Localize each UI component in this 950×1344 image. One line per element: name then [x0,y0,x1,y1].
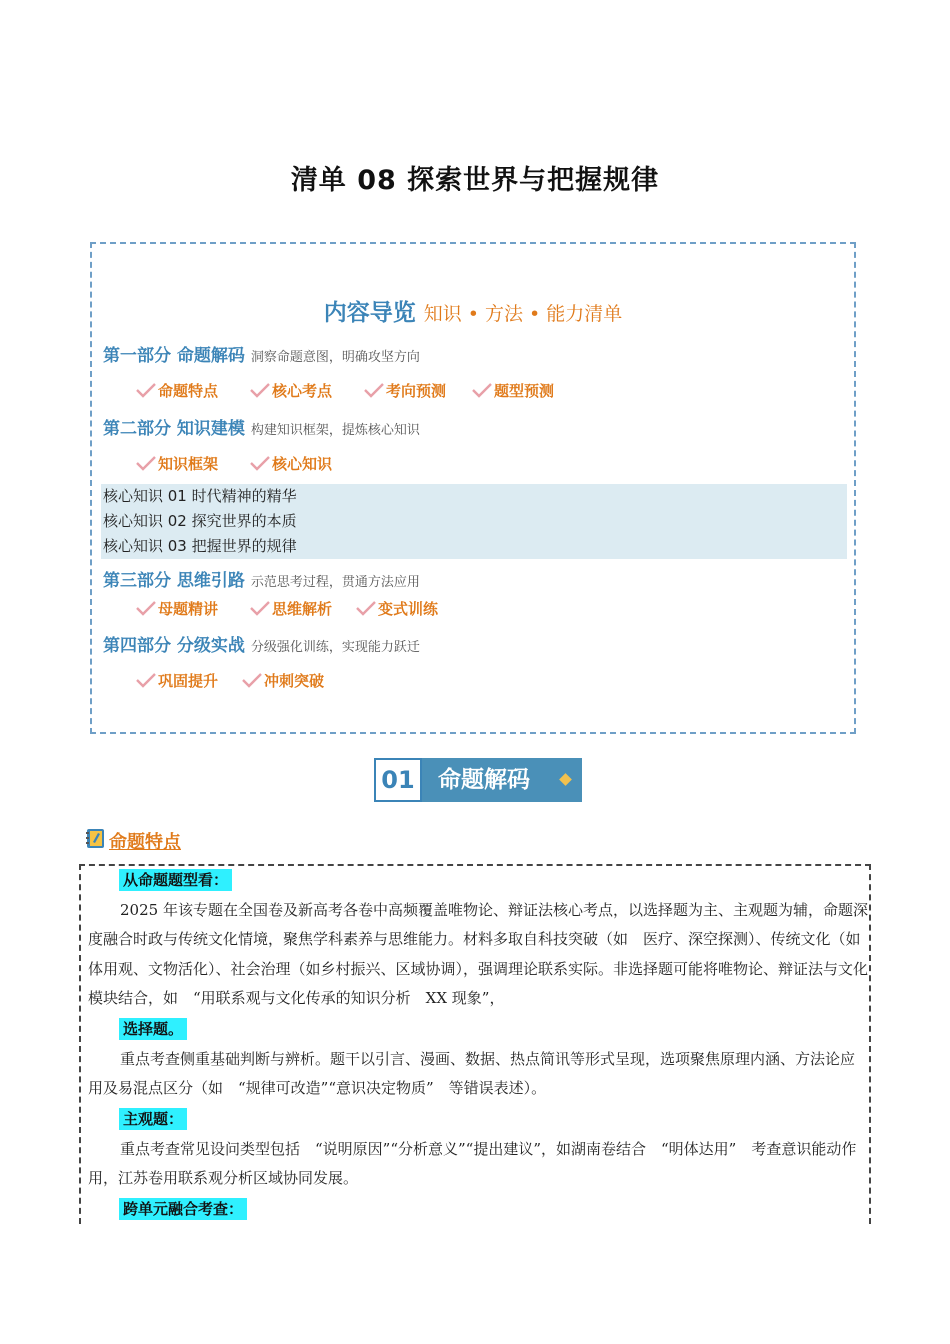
check-icon [364,382,384,398]
check-icon [356,600,376,616]
guide-heading-sub: 知识 • 方法 • 能力清单 [423,303,623,325]
check-icon [250,382,270,398]
part-3-title: 第三部分 思维引路 [103,571,245,591]
check-icon [136,672,156,688]
guide-item[interactable]: 题型预测 [472,380,554,401]
part-4-title: 第四部分 分级实战 [103,636,245,656]
guide-item[interactable]: 命题特点 [136,380,218,401]
part-4-desc: 分级强化训练，实现能力跃迁 [250,640,420,655]
content-paragraph-2: 重点考查侧重基础判断与辨析。题干以引言、漫画、数据、热点简讯等形式呈现，选项聚焦原理内涵、方法论应用及易混点区分（如 “规律可改造”“意识决定物质” 等错误表述）。 [88,1050,856,1098]
content-paragraph-3: 重点考查常见设问类型包括 “说明原因”“分析意义”“提出建议”，如湖南卷结合 “明体达用” 考查意识能动作用，江苏卷用联系观分析区域协同发展。 [88,1140,857,1188]
core-knowledge-item[interactable]: 核心知识 01 时代精神的精华 [103,487,297,505]
check-icon [242,672,262,688]
part-2-items [136,453,364,474]
guide-item[interactable]: 母题精讲 [136,598,218,619]
guide-item[interactable]: 考向预测 [364,380,446,401]
content-box [79,864,871,1224]
content-heading-1: 从命题题型看： [119,869,232,891]
section-badge [374,758,582,802]
guide-item[interactable]: 巩固提升 [136,670,218,691]
check-icon [250,600,270,616]
part-1-row [103,341,420,366]
content-heading-4: 跨单元融合考查： [119,1198,247,1220]
guide-heading [92,294,854,327]
notebook-icon [85,826,107,850]
guide-item[interactable]: 冲刺突破 [242,670,324,691]
check-icon [136,455,156,471]
document-title: 清单 08 探索世界与把握规律 [290,165,660,196]
section-number: 01 [374,758,422,802]
part-3-desc: 示范思考过程，贯通方法应用 [250,575,420,590]
check-icon [136,600,156,616]
content-heading-2: 选择题。 [119,1018,187,1040]
guide-item[interactable]: 变式训练 [356,598,438,619]
part-2-desc: 构建知识框架，提炼核心知识 [250,423,420,438]
guide-heading-main: 内容导览 [323,300,416,326]
part-3-items [136,598,470,619]
part-2-title: 第二部分 知识建模 [103,419,245,439]
guide-item[interactable]: 核心考点 [250,380,332,401]
content-paragraph-1: 2025 年该专题在全国卷及新高考各卷中高频覆盖唯物论、辩证法核心考点，以选择题为主、主观题为辅，命题深度融合时政与传统文化情境，聚焦学科素养与思维能力。材料多取自科技突破（如 医疗、深空探测）、传统文化（如体用观、文物活化）、社会治理（如乡村振兴、区域协调），强调理论联系实际。非选择题可能将唯物论、辩证法与文化模块结合，如 “用联系观与文化传承的知识分析 XX 现象”， [88,901,869,1008]
part-1-desc: 洞察命题意图，明确攻坚方向 [250,350,420,365]
core-knowledge-item[interactable]: 核心知识 02 探究世界的本质 [103,512,297,530]
check-icon [472,382,492,398]
check-icon [136,382,156,398]
part-1-items [136,380,586,401]
content-heading-3: 主观题： [119,1108,187,1130]
core-knowledge-list [101,484,847,559]
check-icon [250,455,270,471]
part-4-items [136,670,356,691]
guide-item[interactable]: 知识框架 [136,453,218,474]
subsection-title: 命题特点 [109,832,181,853]
section-label-text: 命题解码 [438,767,530,793]
guide-item[interactable]: 核心知识 [250,453,332,474]
part-2-row [103,414,420,439]
part-3-row [103,566,420,591]
part-4-row [103,631,420,656]
section-label [422,758,582,802]
core-knowledge-item[interactable]: 核心知识 03 把握世界的规律 [103,537,297,555]
content-guide-box [90,242,856,734]
part-1-title: 第一部分 命题解码 [103,346,245,366]
guide-item[interactable]: 思维解析 [250,598,332,619]
